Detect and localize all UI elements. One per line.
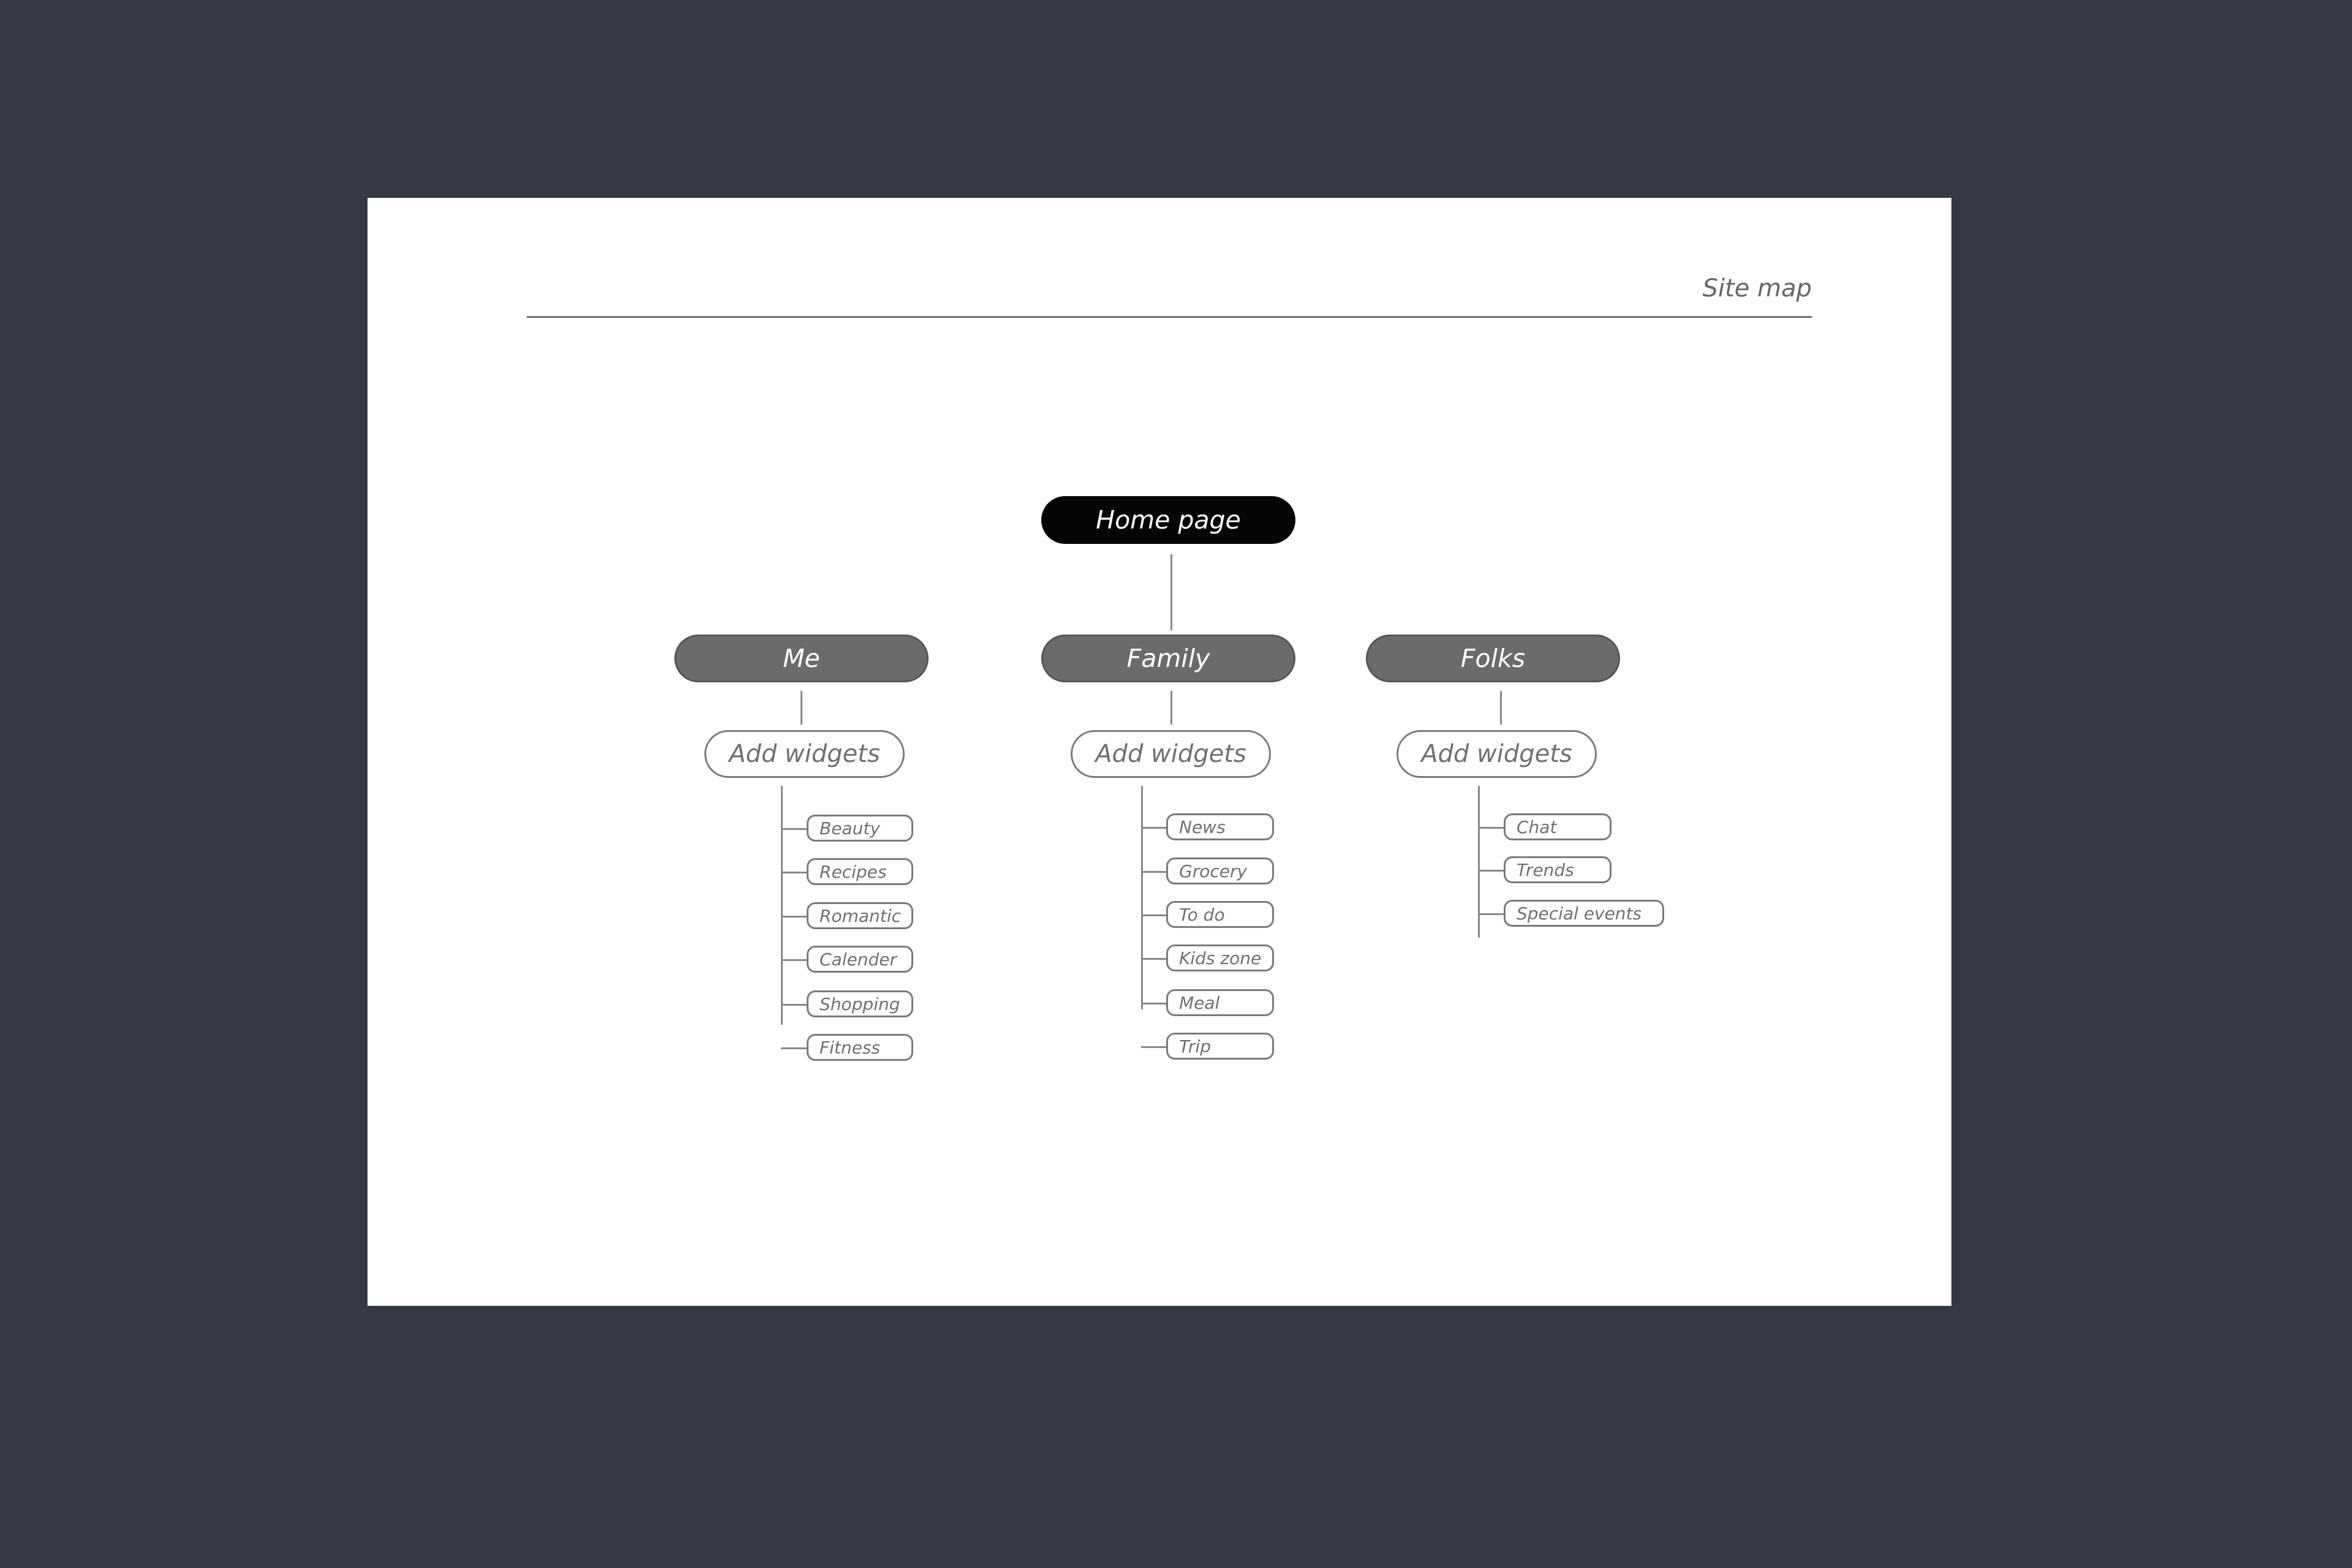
connector-family-item-6 (1141, 1046, 1168, 1048)
connector-family-to-widgets (1170, 691, 1172, 725)
connector-family-item-1 (1141, 827, 1168, 829)
connector-family-item-3 (1141, 914, 1168, 916)
connector-me-item-4 (781, 959, 808, 961)
connector-family-item-2 (1141, 871, 1168, 873)
widget-special-events: Special events (1504, 900, 1664, 927)
connector-family-widget-list (1141, 786, 1143, 1009)
connector-me-item-5 (781, 1004, 808, 1006)
widget-news: News (1166, 813, 1274, 840)
node-family-add-widgets: Add widgets (1071, 730, 1271, 778)
connector-me-item-1 (781, 828, 808, 830)
node-section-folks: Folks (1366, 635, 1620, 682)
widget-recipes: Recipes (807, 858, 913, 885)
widget-meal: Meal (1166, 989, 1274, 1016)
widget-grocery: Grocery (1166, 858, 1274, 884)
widget-fitness: Fitness (807, 1034, 913, 1061)
connector-folks-item-3 (1478, 913, 1505, 915)
connector-folks-to-widgets (1500, 691, 1502, 725)
widget-kids-zone: Kids zone (1166, 944, 1274, 971)
widget-trends: Trends (1504, 856, 1611, 883)
header-divider (527, 316, 1812, 318)
widget-trip: Trip (1166, 1033, 1274, 1060)
connector-me-item-6 (781, 1047, 808, 1049)
connector-me-to-widgets (801, 691, 802, 725)
connector-family-item-4 (1141, 958, 1168, 960)
connector-root-to-family (1170, 554, 1172, 630)
widget-chat: Chat (1504, 813, 1611, 840)
connector-me-item-2 (781, 872, 808, 873)
widget-to-do: To do (1166, 901, 1274, 928)
node-section-me: Me (674, 635, 929, 682)
sitemap-card (368, 198, 1951, 1306)
connector-folks-item-1 (1478, 827, 1505, 829)
connector-family-item-5 (1141, 1003, 1168, 1005)
widget-shopping: Shopping (807, 990, 913, 1017)
node-home-page: Home page (1041, 496, 1295, 544)
page-title: Site map (1702, 274, 1812, 303)
connector-folks-item-2 (1478, 870, 1505, 872)
node-section-family: Family (1041, 635, 1295, 682)
node-me-add-widgets: Add widgets (704, 730, 905, 778)
widget-calender: Calender (807, 946, 913, 973)
widget-beauty: Beauty (807, 815, 913, 842)
connector-me-widget-list (781, 786, 783, 1025)
widget-romantic: Romantic (807, 902, 913, 929)
connector-me-item-3 (781, 916, 808, 918)
node-folks-add-widgets: Add widgets (1396, 730, 1597, 778)
